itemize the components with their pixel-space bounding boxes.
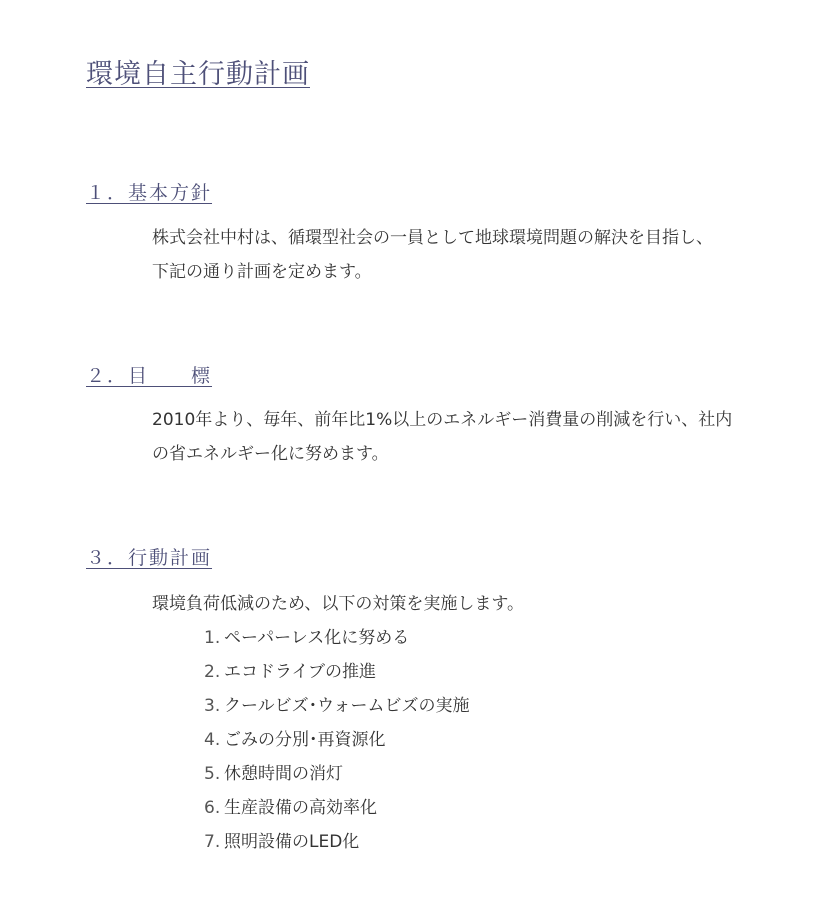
basic-policy-text xyxy=(152,221,762,289)
basic-policy-line: 下記の通り計画を定めます。 xyxy=(152,262,372,282)
page-title: 環境自主行動計画 xyxy=(86,59,310,90)
list-item-text: 生産設備の高効率化 xyxy=(224,798,377,818)
action-plan-intro xyxy=(152,587,762,621)
list-item-number: 7. xyxy=(204,832,221,852)
list-item xyxy=(204,791,469,825)
list-item xyxy=(204,689,469,723)
list-item-text: エコドライブの推進 xyxy=(224,662,376,682)
list-item-number: 4. xyxy=(204,730,221,750)
section-heading-basic-policy: １．基本方針 xyxy=(86,182,213,204)
list-item-number: 3. xyxy=(204,696,221,716)
target-text xyxy=(152,403,762,471)
list-item-text: ごみの分別･再資源化 xyxy=(224,730,386,750)
target-line: 2010年より、毎年、前年比1%以上のエネルギー消費量の削減を行い、社内 xyxy=(152,410,733,430)
section-heading-target: ２．目 標 xyxy=(86,365,213,387)
list-item-number: 6. xyxy=(204,798,221,818)
basic-policy-line: 株式会社中村は、循環型社会の一員として地球環境問題の解決を目指し、 xyxy=(152,228,713,248)
action-plan-line: 環境負荷低減のため、以下の対策を実施します。 xyxy=(152,594,524,614)
list-item-text: クールビズ･ウォームビズの実施 xyxy=(224,696,470,716)
list-item-text: 照明設備のLED化 xyxy=(224,832,360,852)
target-line: の省エネルギー化に努めます。 xyxy=(152,444,389,464)
list-item xyxy=(204,825,469,859)
list-item-number: 5. xyxy=(204,764,221,784)
list-item-number: 2. xyxy=(204,662,221,682)
list-item xyxy=(204,621,469,655)
list-item xyxy=(204,757,469,791)
list-item-number: 1. xyxy=(204,628,221,648)
list-item-text: 休憩時間の消灯 xyxy=(224,764,343,784)
list-item-text: ペーパーレス化に努める xyxy=(224,628,410,648)
section-heading-action-plan: ３．行動計画 xyxy=(86,547,213,569)
measures-list xyxy=(204,621,469,859)
list-item xyxy=(204,655,469,689)
list-item xyxy=(204,723,469,757)
